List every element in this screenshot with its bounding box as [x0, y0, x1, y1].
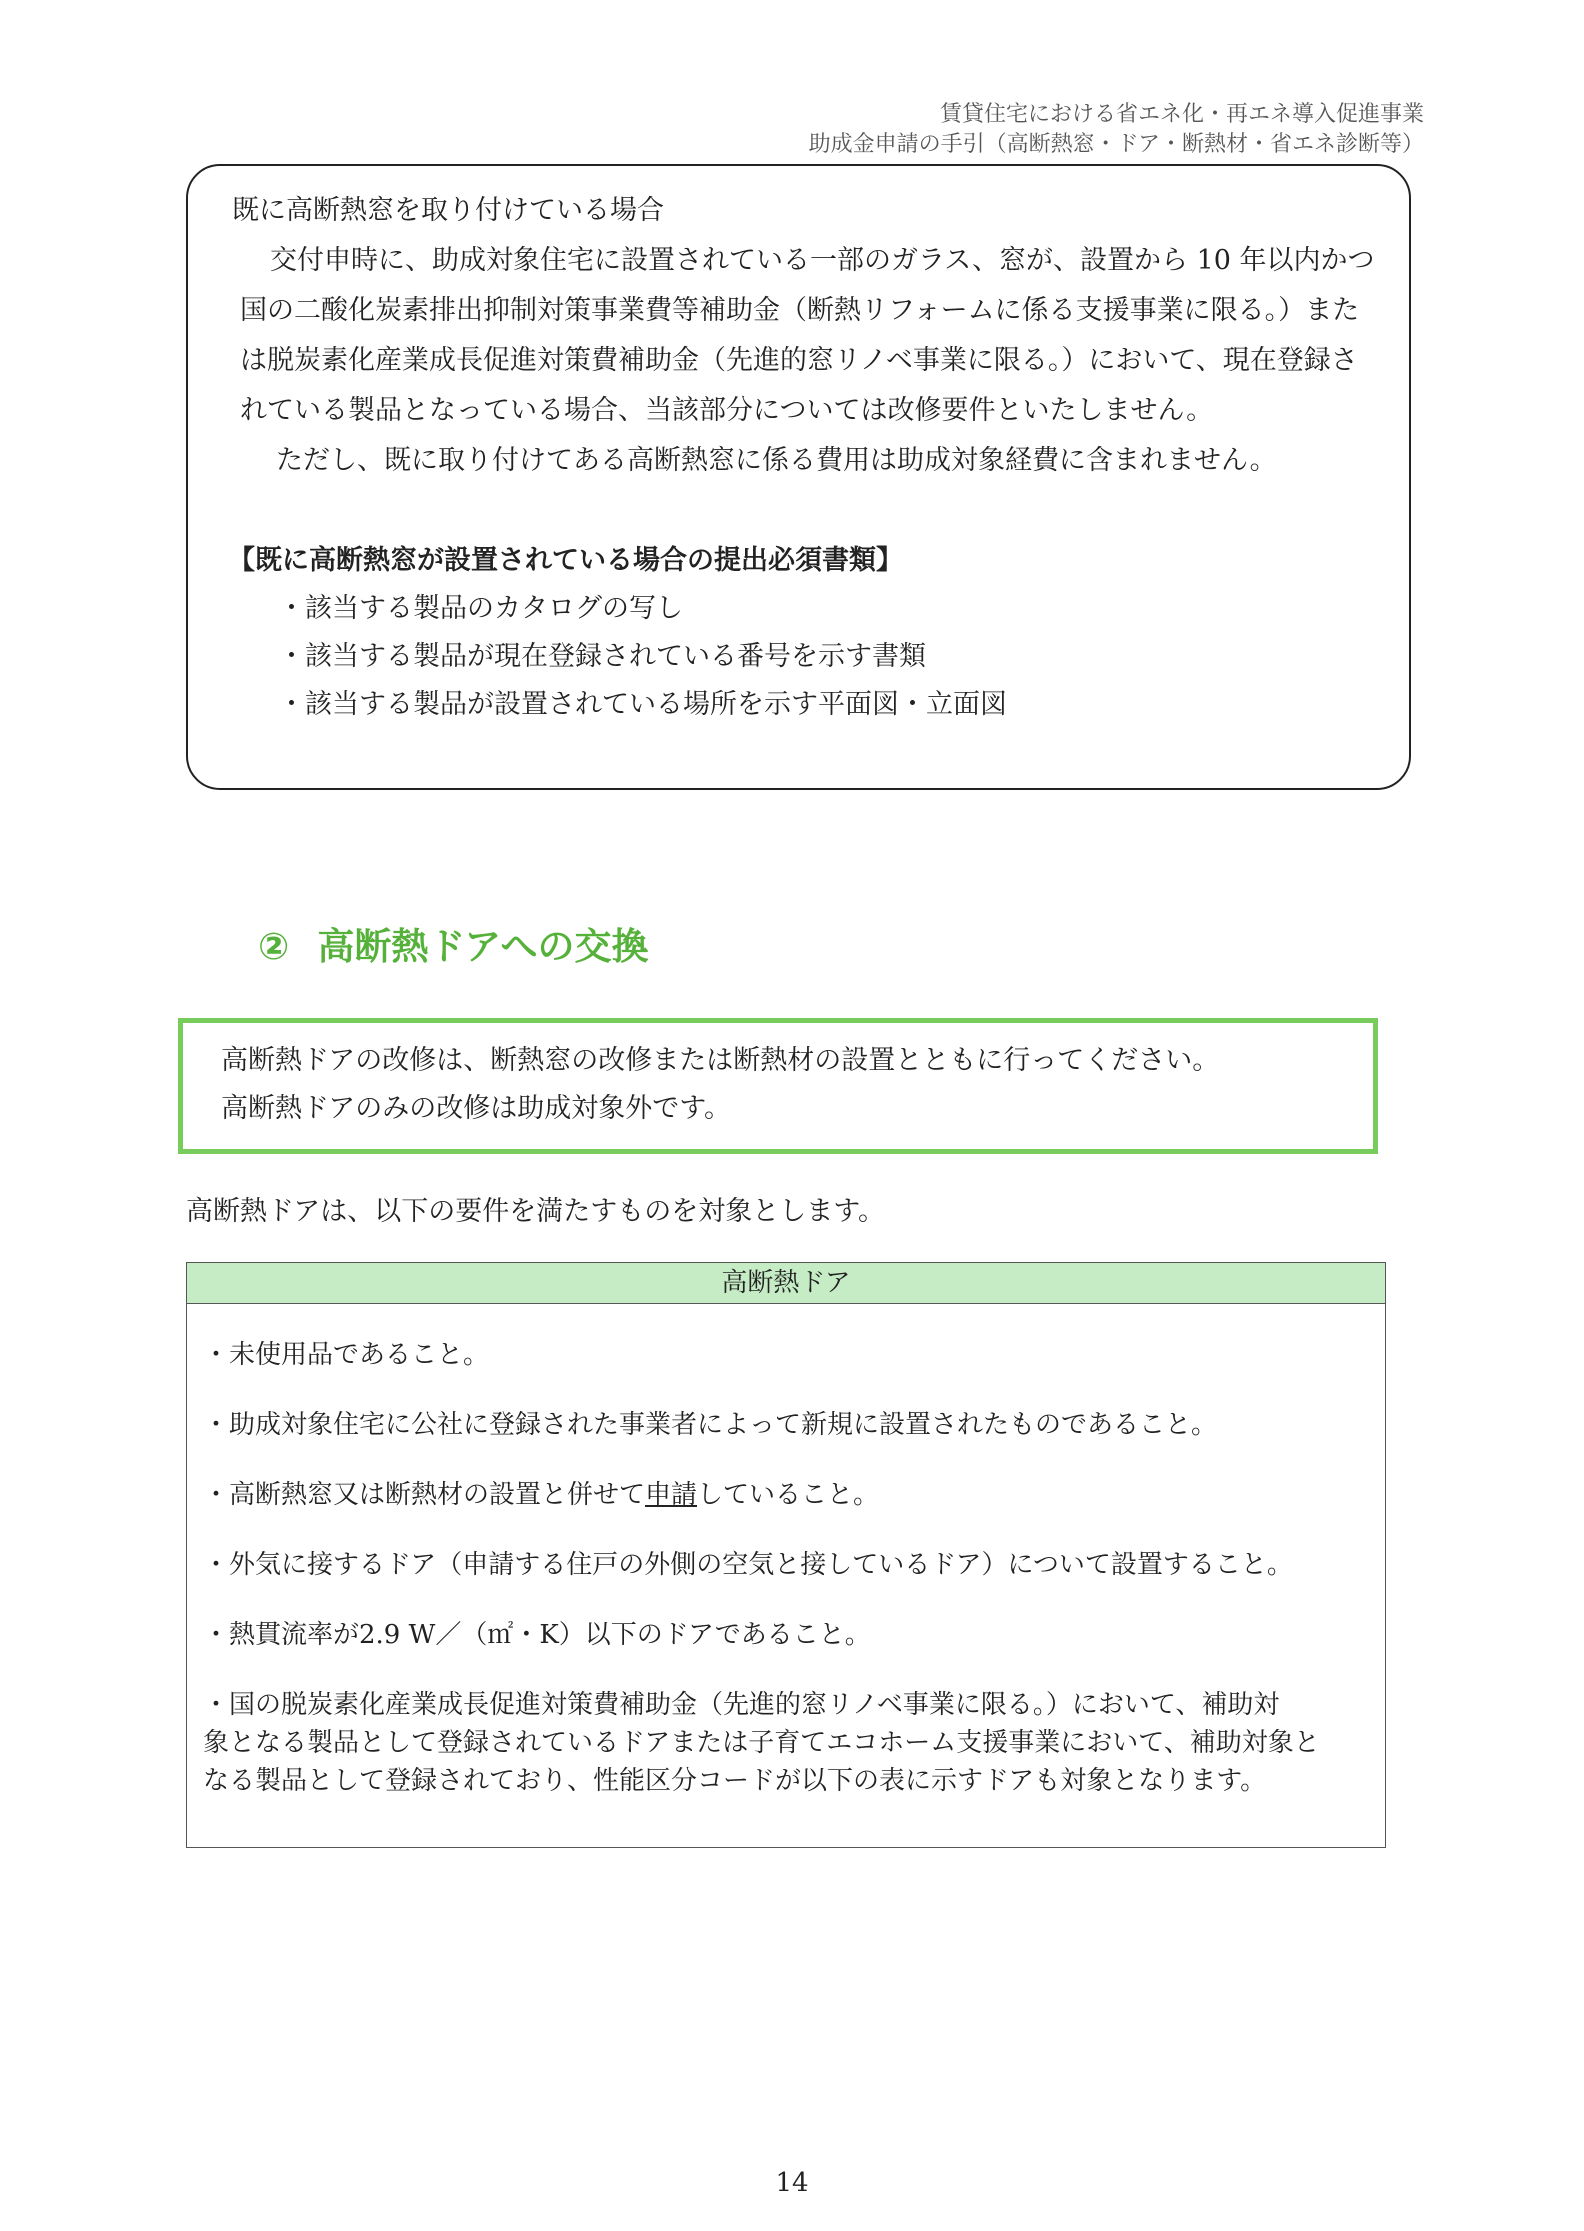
existing-box-para-line-1: 交付申時に、助成対象住宅に設置されている一部のガラス、窓が、設置から 10 年以内かつ	[270, 245, 1375, 276]
required-docs-heading: 【既に高断熱窓が設置されている場合の提出必須書類】	[228, 545, 903, 576]
existing-windows-box	[186, 164, 1411, 790]
notice-line-1: 高断熱ドアの改修は、断熱窓の改修または断熱材の設置とともに行ってください。	[221, 1045, 1220, 1076]
section-title-text: 高断熱ドアへの交換	[317, 925, 649, 968]
requirements-intro: 高断熱ドアは、以下の要件を満たすものを対象とします。	[186, 1196, 886, 1227]
header-line-2: 助成金申請の手引（高断熱窓・ドア・断熱材・省エネ診断等）	[808, 132, 1424, 157]
requirement-item-3	[203, 1477, 879, 1513]
requirement-item-6-line-2: 象となる製品として登録されているドアまたは子育てエコホーム支援事業において、補助対象と	[203, 1728, 1320, 1758]
requirements-table-header: 高断熱ドア	[187, 1263, 1385, 1304]
document-header	[809, 100, 1424, 160]
required-doc-item-2: ・該当する製品が現在登録されている番号を示す書類	[278, 641, 926, 672]
section-heading	[258, 916, 648, 970]
requirement-item-3-underlined: 申請	[645, 1480, 698, 1510]
requirement-item-6-line-1: ・国の脱炭素化産業成長促進対策費補助金（先進的窓リノベ事業に限る。）において、補助対	[203, 1690, 1280, 1720]
existing-box-para-line-2: 国の二酸化炭素排出抑制対策事業費等補助金（断熱リフォームに係る支援事業に限る。）また	[240, 295, 1360, 326]
requirement-item-3-start: ・高断熱窓又は断熱材の設置と併せて	[203, 1480, 646, 1510]
notice-line-2: 高断熱ドアのみの改修は助成対象外です。	[221, 1093, 732, 1124]
requirements-table	[186, 1262, 1386, 1848]
existing-box-para-line-3: は脱炭素化産業成長促進対策費補助金（先進的窓リノベ事業に限る。）において、現在登録さ	[240, 345, 1358, 376]
required-doc-item-1: ・該当する製品のカタログの写し	[278, 593, 683, 624]
requirement-item-3-end: していること。	[697, 1480, 880, 1510]
requirement-item-4: ・外気に接するドア（申請する住戸の外側の空気と接しているドア）について設置すること。	[203, 1550, 1293, 1580]
page-number: 14	[775, 2168, 809, 2198]
requirement-item-2: ・助成対象住宅に公社に登録された事業者によって新規に設置されたものであること。	[203, 1410, 1218, 1440]
existing-box-para-line-4: れている製品となっている場合、当該部分については改修要件といたしません。	[240, 395, 1214, 426]
existing-box-note: ただし、既に取り付けてある高断熱窓に係る費用は助成対象経費に含まれません。	[276, 445, 1277, 476]
section-number: ②	[258, 925, 290, 968]
header-line-1: 賃貸住宅における省エネ化・再エネ導入促進事業	[939, 102, 1424, 127]
notice-box	[178, 1018, 1378, 1154]
existing-box-title: 既に高断熱窓を取り付けている場合	[232, 195, 664, 226]
requirement-item-1: ・未使用品であること。	[203, 1340, 490, 1370]
requirement-item-5: ・熱貫流率が2.9 W／（㎡・K）以下のドアであること。	[203, 1620, 871, 1650]
required-doc-item-3: ・該当する製品が設置されている場所を示す平面図・立面図	[278, 689, 1007, 720]
requirement-item-6-line-3: なる製品として登録されており、性能区分コードが以下の表に示すドアも対象となります。	[203, 1766, 1267, 1796]
